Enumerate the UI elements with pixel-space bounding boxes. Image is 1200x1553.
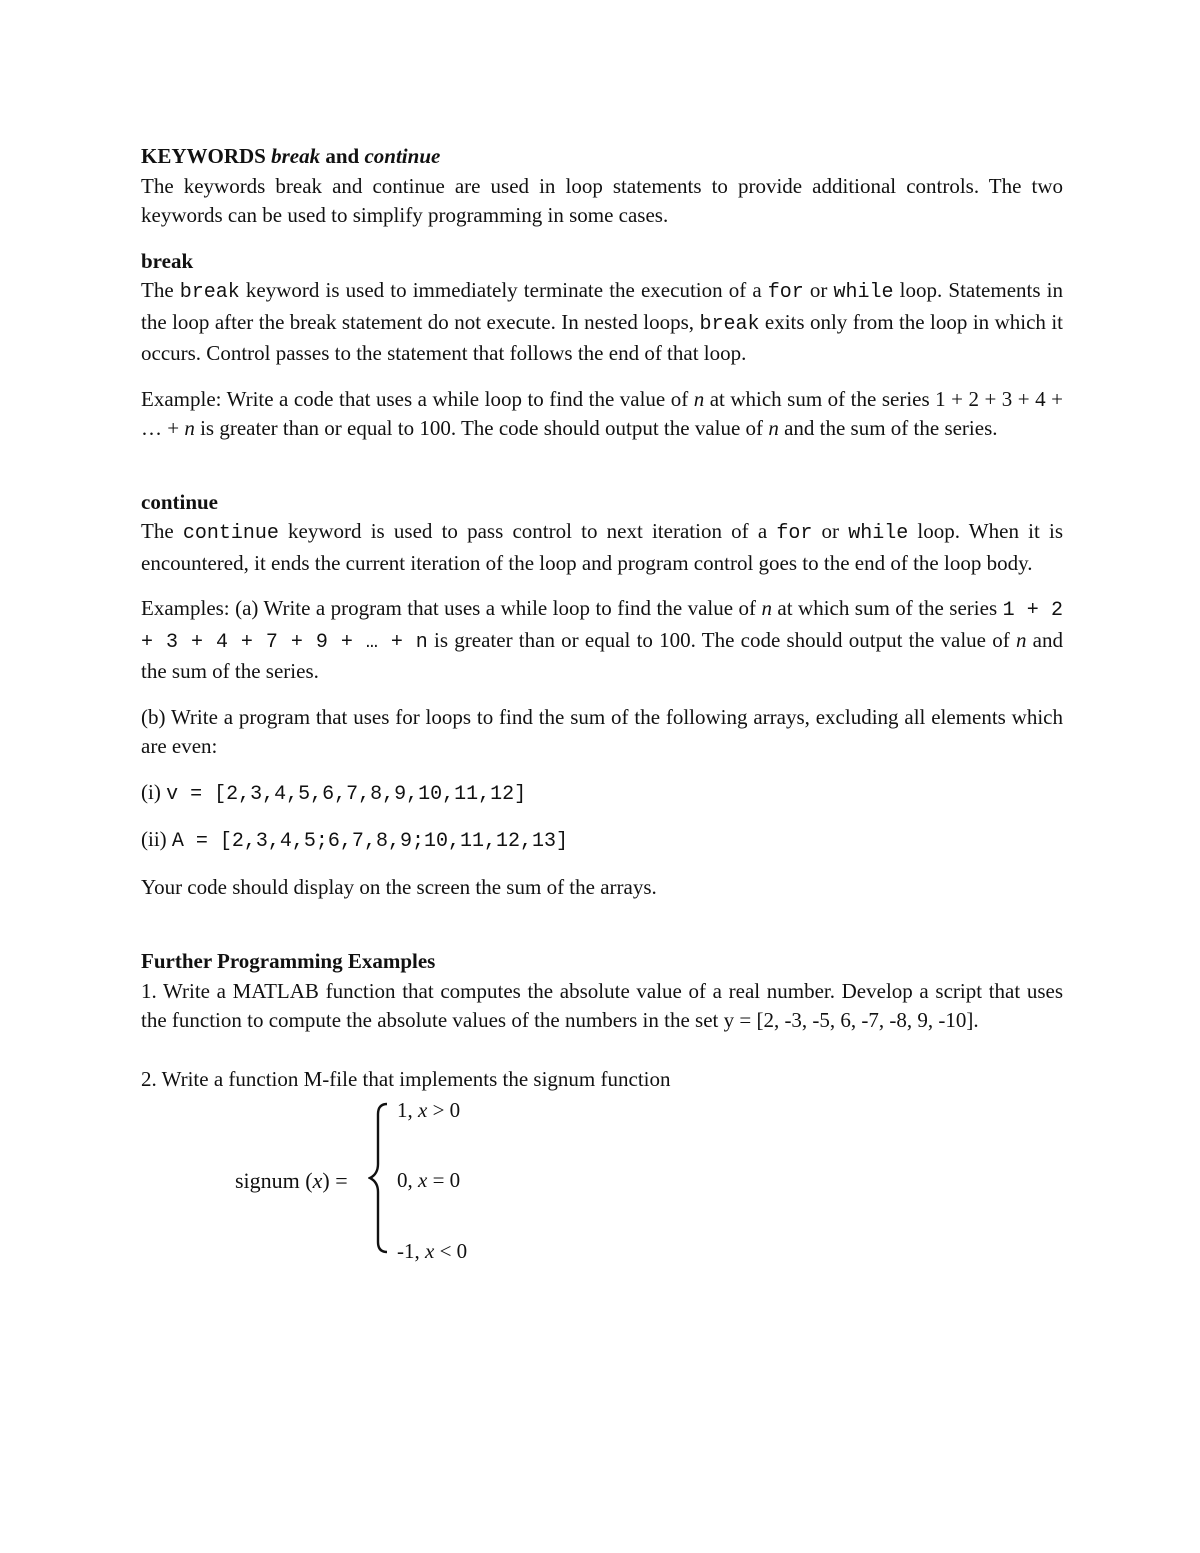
signum-equation (141, 1096, 1063, 1271)
further-question-1: 1. Write a MATLAB function that computes the absolute value of a real number. Develop a script that uses the function to compute the absolute values of the numbers in the set y = [2, -3, -5, 6, -7, -8, 9, -10]. (141, 978, 1063, 1032)
left-brace-icon (368, 1100, 392, 1255)
further-question-2: 2. Write a function M-file that implements the signum function (141, 1066, 671, 1091)
signum-case-positive: 1, x > 0 (397, 1098, 461, 1122)
continue-heading: continue (141, 489, 219, 514)
arrays-closing: Your code should display on the screen the sum of the arrays. (141, 874, 657, 899)
further-heading: Further Programming Examples (141, 949, 436, 973)
signum-case-zero: 0, x = 0 (397, 1168, 461, 1192)
continue-description: The continue keyword is used to pass control to next iteration of a for or while loop. When it is encountered, it ends the current iteration of the loop and program control goes to the end of the loop body. (141, 519, 1063, 575)
keywords-heading: KEYWORDS break and continue (141, 144, 441, 168)
continue-example-b: (b) Write a program that uses for loops to find the sum of the following arrays, excluding all elements which are even: (141, 704, 1063, 758)
signum-case-negative: -1, x < 0 (397, 1239, 468, 1263)
document-content (141, 142, 1063, 1271)
signum-lhs: signum (x) = (235, 1168, 348, 1193)
break-description: The break keyword is used to immediately terminate the execution of a for or while loop. Statements in the loop after the break statement do not execute. In nested loops, break exits only from the loop in which it occurs. Control passes to the statement that follows the end of that loop. (141, 278, 1063, 365)
break-example: Example: Write a code that uses a while loop to find the value of n at which sum of the series 1 + 2 + 3 + 4 + … + n is greater than or equal to 100. The code should output the value of n and the sum of the series. (141, 386, 1063, 440)
intro-paragraph: The keywords break and continue are used in loop statements to provide additional controls. The two keywords can be used to simplify programming in some cases. (141, 173, 1063, 227)
break-heading: break (141, 248, 194, 273)
array-v-line: (i) v = [2,3,4,5,6,7,8,9,10,11,12] (141, 779, 527, 806)
continue-example-a: Examples: (a) Write a program that uses a while loop to find the value of n at which sum of the series 1 + 2 + 3 + 4 + 7 + 9 + … + n is greater than or equal to 100. The code should output the value of n and the sum of the series. (141, 596, 1064, 683)
array-a-line: (ii) A = [2,3,4,5;6,7,8,9;10,11,12,13] (141, 827, 568, 853)
